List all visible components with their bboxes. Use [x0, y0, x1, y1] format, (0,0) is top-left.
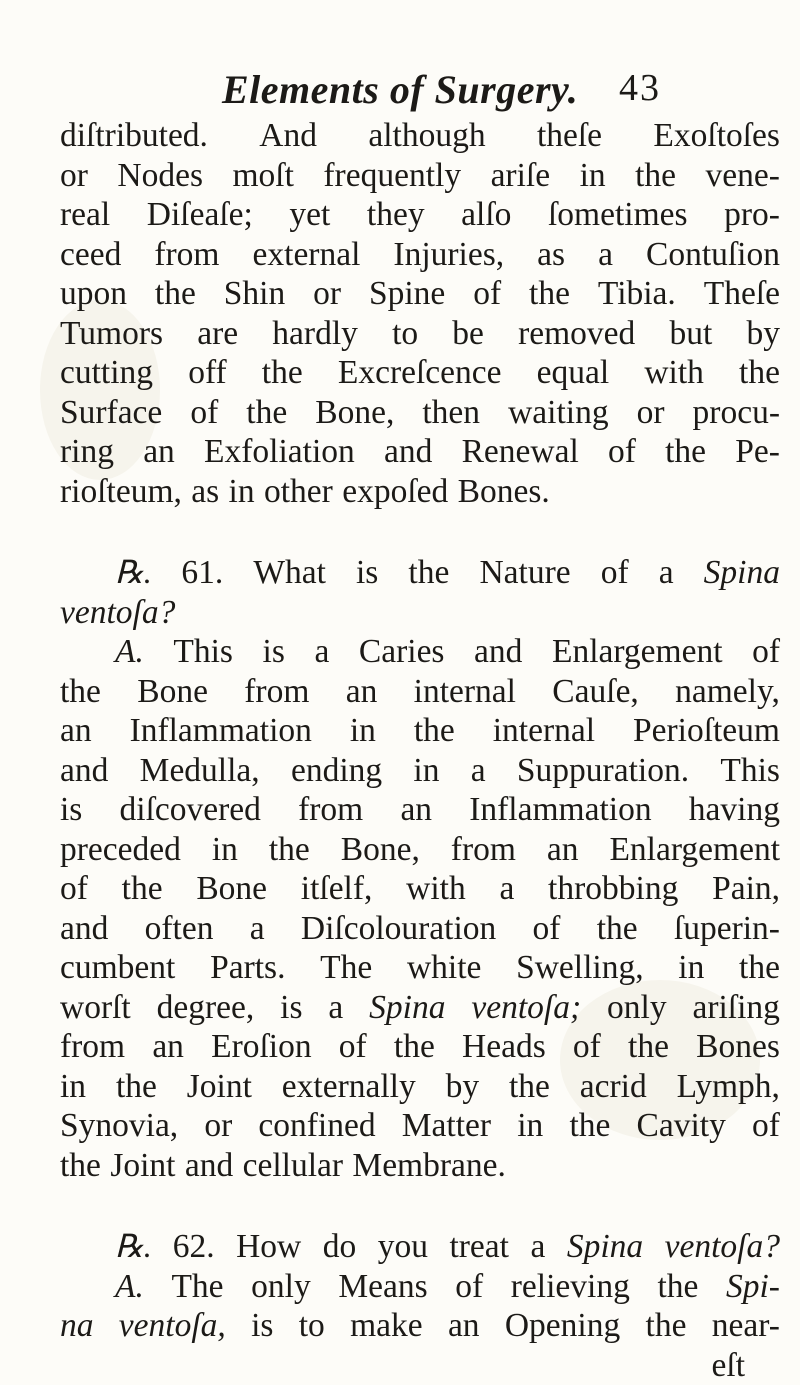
- word: Nature: [479, 553, 570, 593]
- word: the: [529, 274, 570, 314]
- word: Spina: [567, 1227, 643, 1267]
- word: with: [406, 869, 466, 909]
- word: of: [752, 632, 780, 672]
- word: the: [60, 672, 101, 712]
- word: is: [60, 790, 82, 830]
- word: as: [191, 472, 219, 512]
- word: internal: [493, 711, 595, 751]
- word: Spina: [369, 988, 445, 1028]
- word: ſuperin-: [674, 909, 780, 949]
- word: the: [60, 1146, 101, 1186]
- text-line: [60, 156, 780, 196]
- word: Diſeaſe;: [147, 195, 253, 235]
- word: cutting: [60, 353, 153, 393]
- word: the: [262, 353, 303, 393]
- word: removed: [518, 314, 635, 354]
- word: but: [669, 314, 712, 354]
- word: Pain,: [712, 869, 780, 909]
- word: of: [339, 1027, 367, 1067]
- word: often: [145, 909, 214, 949]
- word: in: [350, 711, 376, 751]
- word: then: [422, 393, 480, 433]
- word: acrid: [580, 1067, 647, 1107]
- word: Bone: [137, 672, 208, 712]
- word: namely,: [675, 672, 780, 712]
- word: the: [246, 393, 287, 433]
- word: in: [678, 948, 704, 988]
- word: of: [608, 432, 636, 472]
- word: or: [637, 393, 665, 433]
- word: Exfoliation: [204, 432, 355, 472]
- text-line: [60, 790, 780, 830]
- word: the: [569, 1106, 610, 1146]
- text-line: [60, 432, 780, 472]
- word: This: [173, 632, 233, 672]
- word: from: [60, 1027, 125, 1067]
- word: a: [659, 553, 674, 593]
- word: Parts.: [210, 948, 285, 988]
- word: the: [739, 353, 780, 393]
- word: real: [60, 195, 110, 235]
- word: Swelling,: [516, 948, 644, 988]
- word: ventoſa;: [471, 988, 581, 1028]
- text-line: [60, 116, 780, 156]
- text-line: [60, 632, 780, 672]
- word: Surface: [60, 393, 162, 433]
- word: of: [573, 1027, 601, 1067]
- word: other: [264, 472, 333, 512]
- word: Enlargement: [552, 632, 723, 672]
- word: ventoſa?: [665, 1227, 780, 1267]
- word: Tibia.: [598, 274, 676, 314]
- word: A.: [115, 1267, 144, 1307]
- word: the: [269, 830, 310, 870]
- word: Bones: [696, 1027, 780, 1067]
- word: The: [171, 1267, 223, 1307]
- word: a: [328, 988, 343, 1028]
- word: pro-: [724, 195, 780, 235]
- word: ſometimes: [548, 195, 688, 235]
- word: Inflammation: [469, 790, 651, 830]
- page-number: 43: [619, 66, 661, 110]
- word: the: [657, 1267, 698, 1307]
- word: and: [60, 909, 108, 949]
- word: only: [251, 1267, 311, 1307]
- word: from: [244, 672, 309, 712]
- word: the: [414, 711, 455, 751]
- word: of: [455, 1267, 483, 1307]
- word: ending: [291, 751, 382, 791]
- word: preceded: [60, 830, 181, 870]
- word: This: [720, 751, 780, 791]
- word: by: [746, 314, 780, 354]
- word: is: [251, 1306, 273, 1346]
- word: Bone,: [315, 393, 394, 433]
- word: off: [188, 353, 226, 393]
- word: be: [452, 314, 484, 354]
- word: in: [212, 830, 238, 870]
- word: ceed: [60, 235, 121, 275]
- word: white: [407, 948, 481, 988]
- text-line: [60, 553, 780, 593]
- word: make: [350, 1306, 423, 1346]
- word: a: [250, 909, 265, 949]
- word: the: [155, 274, 196, 314]
- word: treat: [449, 1227, 509, 1267]
- word: Renewal: [462, 432, 579, 472]
- word: and: [474, 632, 522, 672]
- running-head: [0, 66, 800, 118]
- word: to: [299, 1306, 325, 1346]
- text-line: [60, 830, 780, 870]
- text-line: [60, 593, 780, 633]
- text-line: [60, 751, 780, 791]
- word: ℞.: [115, 553, 152, 593]
- word: Spine: [369, 274, 445, 314]
- text-line: [60, 711, 780, 751]
- word: the: [122, 869, 163, 909]
- word: Theſe: [704, 274, 780, 314]
- word: Excreſcence: [338, 353, 502, 393]
- text-line: [60, 235, 780, 275]
- word: 61.: [181, 553, 223, 593]
- word: an: [547, 830, 579, 870]
- word: worſt: [60, 988, 131, 1028]
- word: The: [320, 948, 372, 988]
- word: 62.: [173, 1227, 215, 1267]
- text-line: [60, 195, 780, 235]
- word: frequently: [323, 156, 461, 196]
- word: And: [259, 116, 317, 156]
- word: the: [116, 1067, 157, 1107]
- word: upon: [60, 274, 127, 314]
- word: is: [263, 632, 285, 672]
- word: Joint: [187, 1067, 252, 1107]
- word: the: [665, 432, 706, 472]
- word: Means: [338, 1267, 427, 1307]
- word: expoſed: [342, 472, 448, 512]
- word: eſt: [712, 1346, 745, 1385]
- word: theſe: [537, 116, 602, 156]
- word: Spi-: [726, 1267, 780, 1307]
- word: internal: [414, 672, 516, 712]
- text-line: [60, 314, 780, 354]
- word: the: [646, 1306, 687, 1346]
- word: to: [392, 314, 418, 354]
- word: yet: [289, 195, 330, 235]
- word: Shin: [224, 274, 285, 314]
- word: is: [356, 553, 378, 593]
- text-line: [60, 274, 780, 314]
- word: Lymph,: [677, 1067, 780, 1107]
- word: in: [229, 472, 255, 512]
- text-line: [60, 353, 780, 393]
- word: ariſe: [491, 156, 551, 196]
- word: the: [394, 1027, 435, 1067]
- word: Membrane.: [352, 1146, 505, 1186]
- text-line: [60, 672, 780, 712]
- word: by: [446, 1067, 480, 1107]
- word: Medulla,: [140, 751, 260, 791]
- word: How: [236, 1227, 301, 1267]
- word: a: [471, 751, 486, 791]
- word: are: [197, 314, 238, 354]
- word: the: [408, 553, 449, 593]
- word: ring: [60, 432, 114, 472]
- text-line: [60, 1027, 780, 1067]
- word: do: [323, 1227, 357, 1267]
- word: Diſcolouration: [301, 909, 496, 949]
- word: having: [689, 790, 780, 830]
- word: A.: [115, 632, 144, 672]
- word: although: [368, 116, 485, 156]
- word: Bone: [196, 869, 267, 909]
- word: ventoſa?: [60, 593, 175, 633]
- text-line: [60, 1146, 780, 1186]
- word: a: [499, 869, 514, 909]
- body-text: [60, 116, 780, 1385]
- word: Synovia,: [60, 1106, 178, 1146]
- word: moſt: [232, 156, 293, 196]
- word: Matter: [402, 1106, 491, 1146]
- paragraph-gap: [60, 1185, 780, 1227]
- word: procu-: [693, 393, 780, 433]
- word: relieving: [511, 1267, 630, 1307]
- word: throbbing: [548, 869, 678, 909]
- word: near-: [712, 1306, 780, 1346]
- word: vene-: [706, 156, 780, 196]
- word: an: [152, 1027, 184, 1067]
- word: from: [298, 790, 363, 830]
- word: ventoſa,: [119, 1306, 226, 1346]
- running-head-title: Elements of Surgery.: [222, 66, 578, 113]
- word: cumbent: [60, 948, 175, 988]
- word: a: [598, 235, 613, 275]
- word: Spina: [704, 553, 780, 593]
- word: an: [143, 432, 175, 472]
- word: and: [384, 432, 432, 472]
- word: only: [607, 988, 667, 1028]
- text-line: [60, 988, 780, 1028]
- word: Bone,: [341, 830, 420, 870]
- text-line: [60, 393, 780, 433]
- text-line: [60, 1067, 780, 1107]
- word: diſcovered: [120, 790, 261, 830]
- word: ariſing: [692, 988, 779, 1028]
- word: Opening: [505, 1306, 620, 1346]
- word: Cauſe,: [552, 672, 639, 712]
- text-line: [60, 1346, 780, 1385]
- text-line: [60, 948, 780, 988]
- word: itſelf,: [301, 869, 373, 909]
- text-line: [60, 1306, 780, 1346]
- text-line: [60, 1106, 780, 1146]
- word: Injuries,: [393, 235, 504, 275]
- word: or: [313, 274, 341, 314]
- word: an: [60, 711, 92, 751]
- word: of: [601, 553, 629, 593]
- word: in: [413, 751, 439, 791]
- word: confined: [258, 1106, 375, 1146]
- word: Bones.: [458, 472, 550, 512]
- text-line: [60, 869, 780, 909]
- word: Pe-: [735, 432, 780, 472]
- text-line: [60, 909, 780, 949]
- word: Tumors: [60, 314, 163, 354]
- word: they: [367, 195, 425, 235]
- word: and: [60, 751, 108, 791]
- word: the: [739, 948, 780, 988]
- word: Exoſtoſes: [653, 116, 780, 156]
- word: as: [537, 235, 565, 275]
- word: external: [253, 235, 361, 275]
- word: the: [509, 1067, 550, 1107]
- word: Cavity: [637, 1106, 726, 1146]
- word: of: [752, 1106, 780, 1146]
- word: ℞.: [115, 1227, 152, 1267]
- word: Eroſion: [211, 1027, 311, 1067]
- word: you: [378, 1227, 428, 1267]
- word: from: [154, 235, 219, 275]
- text-line: [60, 1227, 780, 1267]
- word: na: [60, 1306, 94, 1346]
- word: alſo: [461, 195, 511, 235]
- word: cellular: [243, 1146, 343, 1186]
- word: of: [473, 274, 501, 314]
- word: Nodes: [117, 156, 203, 196]
- word: or: [60, 156, 88, 196]
- paragraph-gap: [60, 511, 780, 553]
- word: a: [314, 632, 329, 672]
- text-line: [60, 1267, 780, 1307]
- word: from: [451, 830, 516, 870]
- word: hardly: [272, 314, 358, 354]
- word: an: [400, 790, 432, 830]
- word: Contuſion: [646, 235, 780, 275]
- word: of: [190, 393, 218, 433]
- word: Suppuration.: [517, 751, 689, 791]
- word: degree,: [157, 988, 255, 1028]
- word: with: [644, 353, 704, 393]
- word: of: [60, 869, 88, 909]
- word: or: [204, 1106, 232, 1146]
- word: of: [533, 909, 561, 949]
- word: the: [628, 1027, 669, 1067]
- word: the: [597, 909, 638, 949]
- text-line: [60, 472, 780, 512]
- word: the: [635, 156, 676, 196]
- word: rioſteum,: [60, 472, 182, 512]
- word: Enlargement: [609, 830, 780, 870]
- word: Perioſteum: [633, 711, 780, 751]
- word: in: [60, 1067, 86, 1107]
- word: an: [448, 1306, 480, 1346]
- word: is: [280, 988, 302, 1028]
- word: and: [185, 1146, 233, 1186]
- word: Inflammation: [130, 711, 312, 751]
- word: Caries: [359, 632, 445, 672]
- word: Joint: [110, 1146, 175, 1186]
- word: Heads: [462, 1027, 546, 1067]
- word: in: [580, 156, 606, 196]
- word: diſtributed.: [60, 116, 208, 156]
- word: What: [253, 553, 326, 593]
- word: an: [346, 672, 378, 712]
- word: equal: [537, 353, 610, 393]
- word: waiting: [508, 393, 608, 433]
- word: in: [517, 1106, 543, 1146]
- word: a: [530, 1227, 545, 1267]
- word: externally: [282, 1067, 416, 1107]
